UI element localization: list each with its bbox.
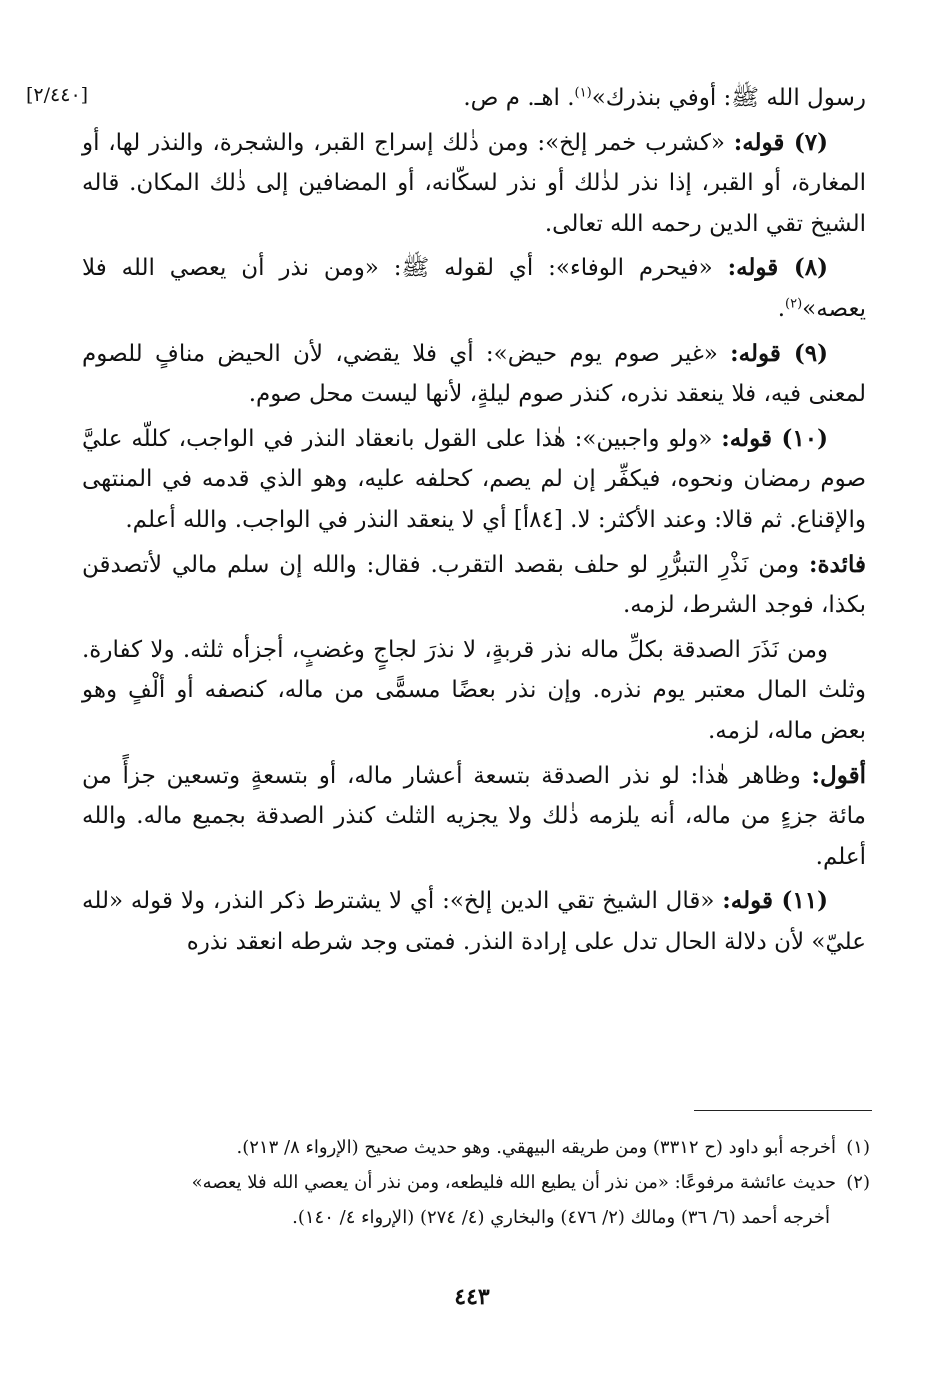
page-number: ٤٤٣ (454, 1284, 490, 1310)
footnote-text: أخرجه أبو داود (ح ٣٣١٢) ومن طريقه البيهقي. وهو حديث صحيح (الإرواء ٨/ ٢١٣). (236, 1137, 836, 1158)
paragraph-8 (82, 881, 866, 962)
footnote-2-continued: أخرجه أحمد (٦/ ٣٦) ومالك (٢/ ٤٧٦) والبخاري (٤/ ٢٧٤) (الإرواء ٤/ ١٤٠). (292, 1207, 830, 1228)
footnote-divider (694, 1110, 872, 1111)
footnote-1 (72, 1130, 870, 1165)
paragraph-label: (١٠) قوله: (721, 424, 828, 452)
paragraph-text: «غير صوم يوم حيض»: أي فلا يقضي، لأن الحيض منافٍ للصوم لمعنى فيه، فلا ينعقد نذره، كنذر صوم ليلةٍ، لأنها ليست محل صوم. (82, 340, 866, 408)
paragraph-5 (82, 545, 866, 626)
page-reference: [٢/٤٤٠] (26, 84, 89, 106)
paragraph-text: رسول الله ﷺ: أوفي بنذرك» (591, 85, 866, 111)
footnotes (72, 1130, 870, 1235)
paragraph-text: «قال الشيخ تقي الدين إلخ»: أي لا يشترط ذكر النذر، ولا قوله «لله عليّ» لأن دلالة الحال تدل على إرادة النذر. فمتى وجد شرطه انعقد نذره (82, 888, 866, 955)
paragraph-text: «كشرب خمر إلخ»: ومن ذٰلك إسراج القبر، والشجرة، والنذر لها، أو المغارة، أو القبر، إذا نذر لذٰلك أو نذر لسكّانه، أو المضافين إلى ذٰلك المكان. قاله الشيخ تقي الدين رحمه الله تعالى. (82, 129, 866, 237)
paragraph-tail: . (777, 295, 785, 322)
paragraph-6 (82, 630, 866, 752)
footnote-text: حديث عائشة مرفوعًا: «من نذر أن يطيع الله فليطعه، ومن نذر أن يعصي الله فلا يعصه» (191, 1172, 836, 1193)
footnote-number: (٢) (846, 1172, 870, 1193)
paragraph-label: (٩) قوله: (730, 339, 828, 367)
paragraph-label: فائدة: (808, 550, 866, 578)
footnote-2 (72, 1165, 870, 1200)
paragraph-text: «ولو واجبين»: هٰذا على القول بانعقاد النذر في الواجب، كللّه عليَّ صوم رمضان ونحوه، فيكفِّر إن لم يصم، كحلفه عليه، وهو الذي قدمه في المنتهى والإقناع. ثم قالا: وعند الأكثر: لا. [٨٤أ] أي لا ينعقد النذر في الواجب. والله أعلم. (82, 425, 866, 533)
main-text (82, 78, 866, 966)
paragraph-1 (82, 123, 866, 245)
paragraph-text: «فيحرم الوفاء»: أي لقوله ﷺ: «ومن نذر أن يعصي الله فلا يعصه» (82, 255, 866, 322)
footnote-number: (١) (846, 1137, 870, 1158)
paragraph-4 (82, 419, 866, 541)
paragraph-label: (٧) قوله: (733, 128, 828, 156)
paragraph-label: (٨) قوله: (727, 254, 828, 282)
paragraph-7 (82, 756, 866, 878)
footnote-ref: (٢) (785, 296, 803, 312)
paragraph-0 (82, 78, 866, 119)
footnote-ref: (١) (574, 85, 592, 101)
paragraph-text: وظاهر هٰذا: لو نذر الصدقة بتسعة أعشار ماله، أو بتسعةٍ وتسعين جزأً من مائة جزءٍ من ماله، أنه يلزمه ذٰلك ولا يجزيه الثلث كنذر الصدقة بجميع ماله. والله أعلم. (82, 762, 866, 870)
paragraph-tail: . اهـ. م ص. (463, 85, 575, 111)
paragraph-label: (١١) قوله: (722, 887, 828, 915)
paragraph-label: أقول: (811, 761, 866, 789)
paragraph-text: ومن نَذَرَ الصدقة بكلِّ ماله نذر قربةٍ، لا نذرَ لجاجٍ وغضبٍ، أجزأه ثلثه. ولا كفارة. وثلث المال معتبر يوم نذره. وإن نذر بعضًا مسمًّى من ماله، كنصفه أو ألْفٍ وهو بعض ماله، لزمه. (82, 636, 866, 744)
paragraph-3 (82, 334, 866, 415)
paragraph-2 (82, 248, 866, 329)
paragraph-text: ومن نَذْرِ التبرُّرِ لو حلف بقصد التقرب. فقال: والله إن سلم مالي لأتصدقن بكذا، فوجد الشرط، لزمه. (82, 551, 866, 619)
